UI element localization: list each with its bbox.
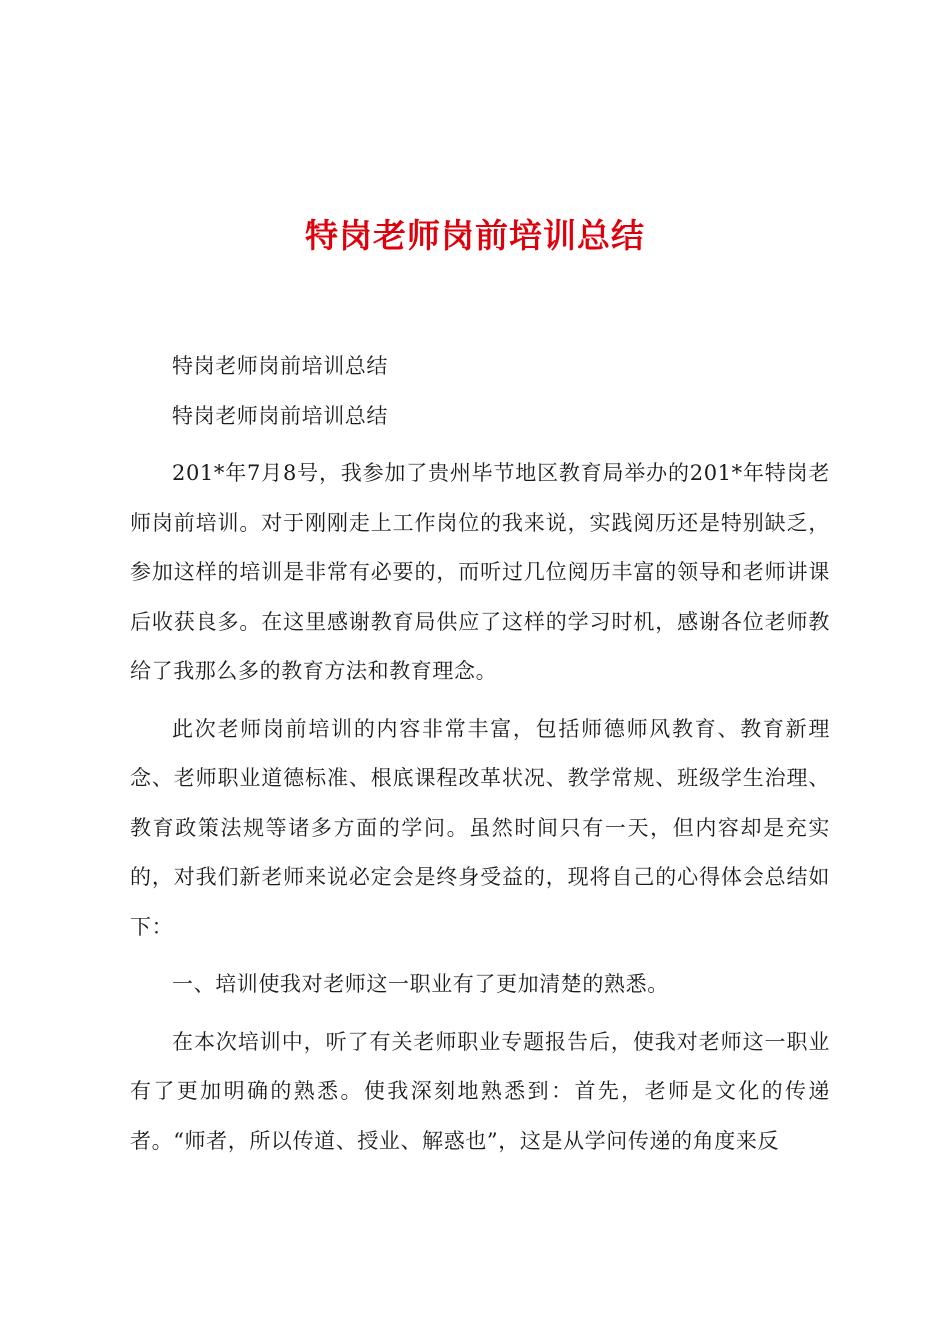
paragraph-content: 此次老师岗前培训的内容非常丰富，包括师德师风教育、教育新理念、老师职业道德标准、根底课程改革状况、教学常规、班级学生治理、教育政策法规等诸多方面的学问。虽然时间只有一天，但内容却是充实的，对我们新老师来说必定会是终身受益的，现将自己的心得体会总结如下：: [130, 716, 830, 939]
paragraph-section-body: 在本次培训中，听了有关老师职业专题报告后，使我对老师这一职业有了更加明确的熟悉。使我深刻地熟悉到：首先，老师是文化的传递者。“师者，所以传道、授业、解惑也”，这是从学问传递的角度来反: [130, 1029, 830, 1153]
paragraph-section-heading: 一、培训使我对老师这一职业有了更加清楚的熟悉。: [172, 972, 669, 996]
paragraph-subtitle-1: 特岗老师岗前培训总结: [172, 354, 388, 378]
paragraph-subtitle-2: 特岗老师岗前培训总结: [172, 403, 388, 428]
document-title: 特岗老师岗前培训总结: [305, 216, 645, 255]
document-body: [130, 342, 830, 1174]
paragraph-intro: 201*年7月8号，我参加了贵州毕节地区教育局举办的201*年特岗老师岗前培训。对于刚刚走上工作岗位的我来说，实践阅历还是特别缺乏，参加这样的培训是非常有必要的，而听过几位阅历丰富的领导和老师讲课后收获良多。在这里感谢教育局供应了这样的学习时机，感谢各位老师教给了我那么多的教育方法和教育理念。: [130, 461, 830, 683]
